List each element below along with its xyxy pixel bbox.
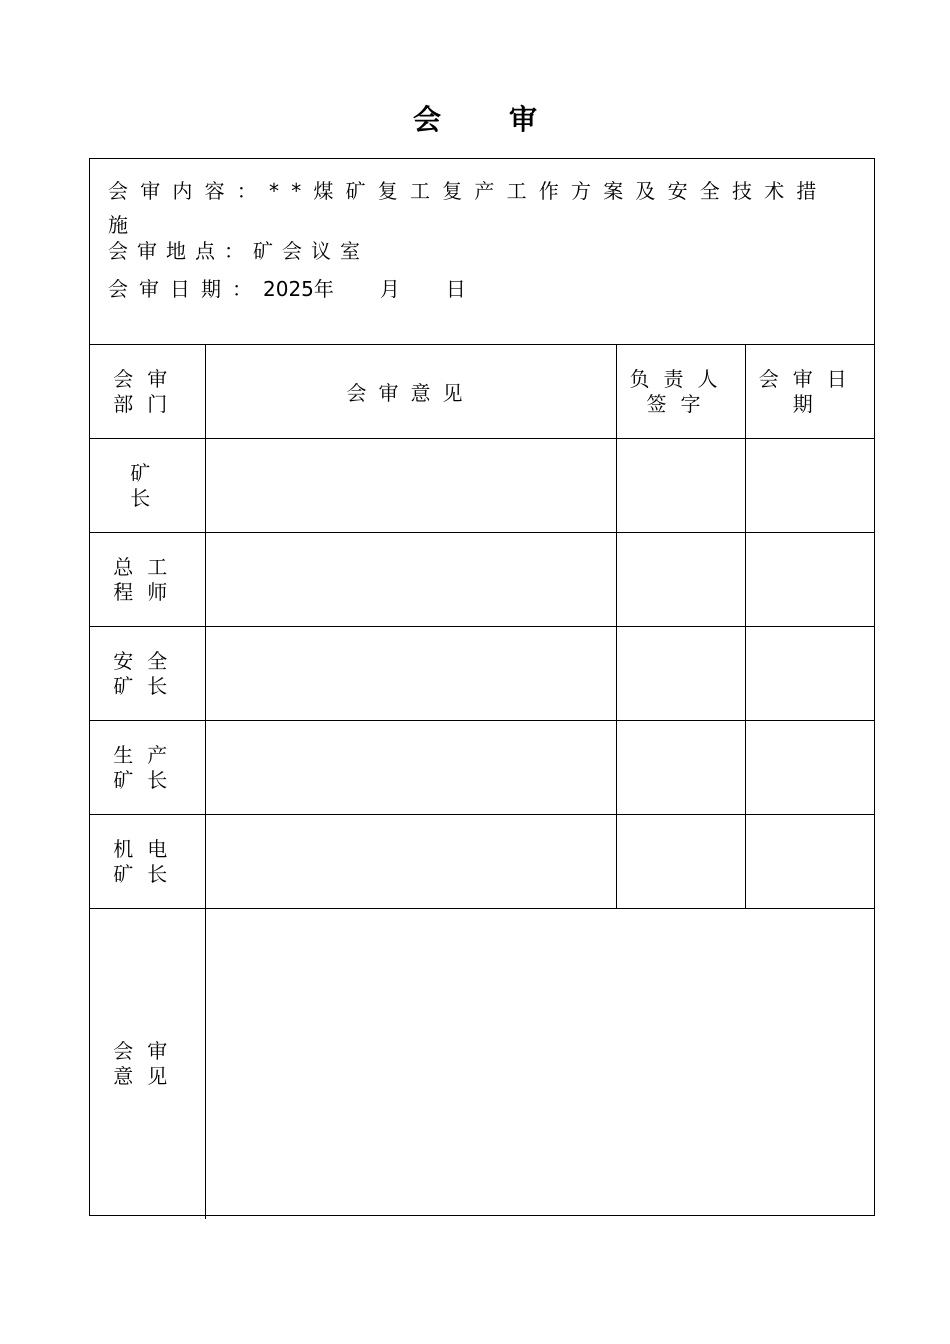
review-date-label: 会审日期： <box>108 277 263 301</box>
date-cell[interactable] <box>745 627 874 721</box>
review-date-year: 2025年 <box>263 277 334 301</box>
signature-cell[interactable] <box>616 815 745 909</box>
header-signature: 负责人 签字 <box>616 345 745 439</box>
review-content-line <box>108 175 829 204</box>
opinion-cell[interactable] <box>205 815 616 909</box>
page-title <box>0 98 950 138</box>
review-info-section <box>90 159 874 345</box>
table-row <box>90 533 874 627</box>
table-row <box>90 721 874 815</box>
signature-cell[interactable] <box>616 439 745 533</box>
row-dept-chief-engineer: 总工 程师 <box>90 533 205 627</box>
signature-cell[interactable] <box>616 533 745 627</box>
review-form <box>89 158 875 1216</box>
opinion-cell[interactable] <box>205 627 616 721</box>
final-opinion-cell[interactable] <box>205 909 874 1220</box>
final-opinion-row <box>90 909 874 1220</box>
signature-cell[interactable] <box>616 721 745 815</box>
table-header-row <box>90 345 874 439</box>
date-cell[interactable] <box>745 721 874 815</box>
title-char-1: 会 <box>412 103 441 136</box>
opinion-cell[interactable] <box>205 533 616 627</box>
opinion-cell[interactable] <box>205 721 616 815</box>
row-dept-electromechanical-director: 机电 矿长 <box>90 815 205 909</box>
review-table <box>90 345 874 1219</box>
review-date-line <box>108 273 466 302</box>
review-location-label: 会审地点： <box>108 239 253 263</box>
date-cell[interactable] <box>745 439 874 533</box>
row-dept-mine-director: 矿 长 <box>90 439 205 533</box>
table-row <box>90 815 874 909</box>
opinion-cell[interactable] <box>205 439 616 533</box>
review-content-continuation: 施 <box>108 213 128 237</box>
header-opinion: 会审意见 <box>205 345 616 439</box>
title-char-2: 审 <box>509 103 538 136</box>
table-row <box>90 627 874 721</box>
review-date-day: 日 <box>445 277 466 301</box>
review-content-value: **煤矿复工复产工作方案及安全技术措 <box>269 179 829 203</box>
review-location-line <box>108 235 369 264</box>
review-content-label: 会审内容： <box>108 179 269 203</box>
header-date: 会审日 期 <box>745 345 874 439</box>
row-dept-safety-director: 安全 矿长 <box>90 627 205 721</box>
review-location-value: 矿会议室 <box>253 239 369 263</box>
table-row <box>90 439 874 533</box>
date-cell[interactable] <box>745 815 874 909</box>
signature-cell[interactable] <box>616 627 745 721</box>
row-dept-production-director: 生产 矿长 <box>90 721 205 815</box>
date-cell[interactable] <box>745 533 874 627</box>
header-dept: 会审 部门 <box>90 345 205 439</box>
final-opinion-label: 会审 意见 <box>90 909 205 1220</box>
review-date-month: 月 <box>379 277 400 301</box>
